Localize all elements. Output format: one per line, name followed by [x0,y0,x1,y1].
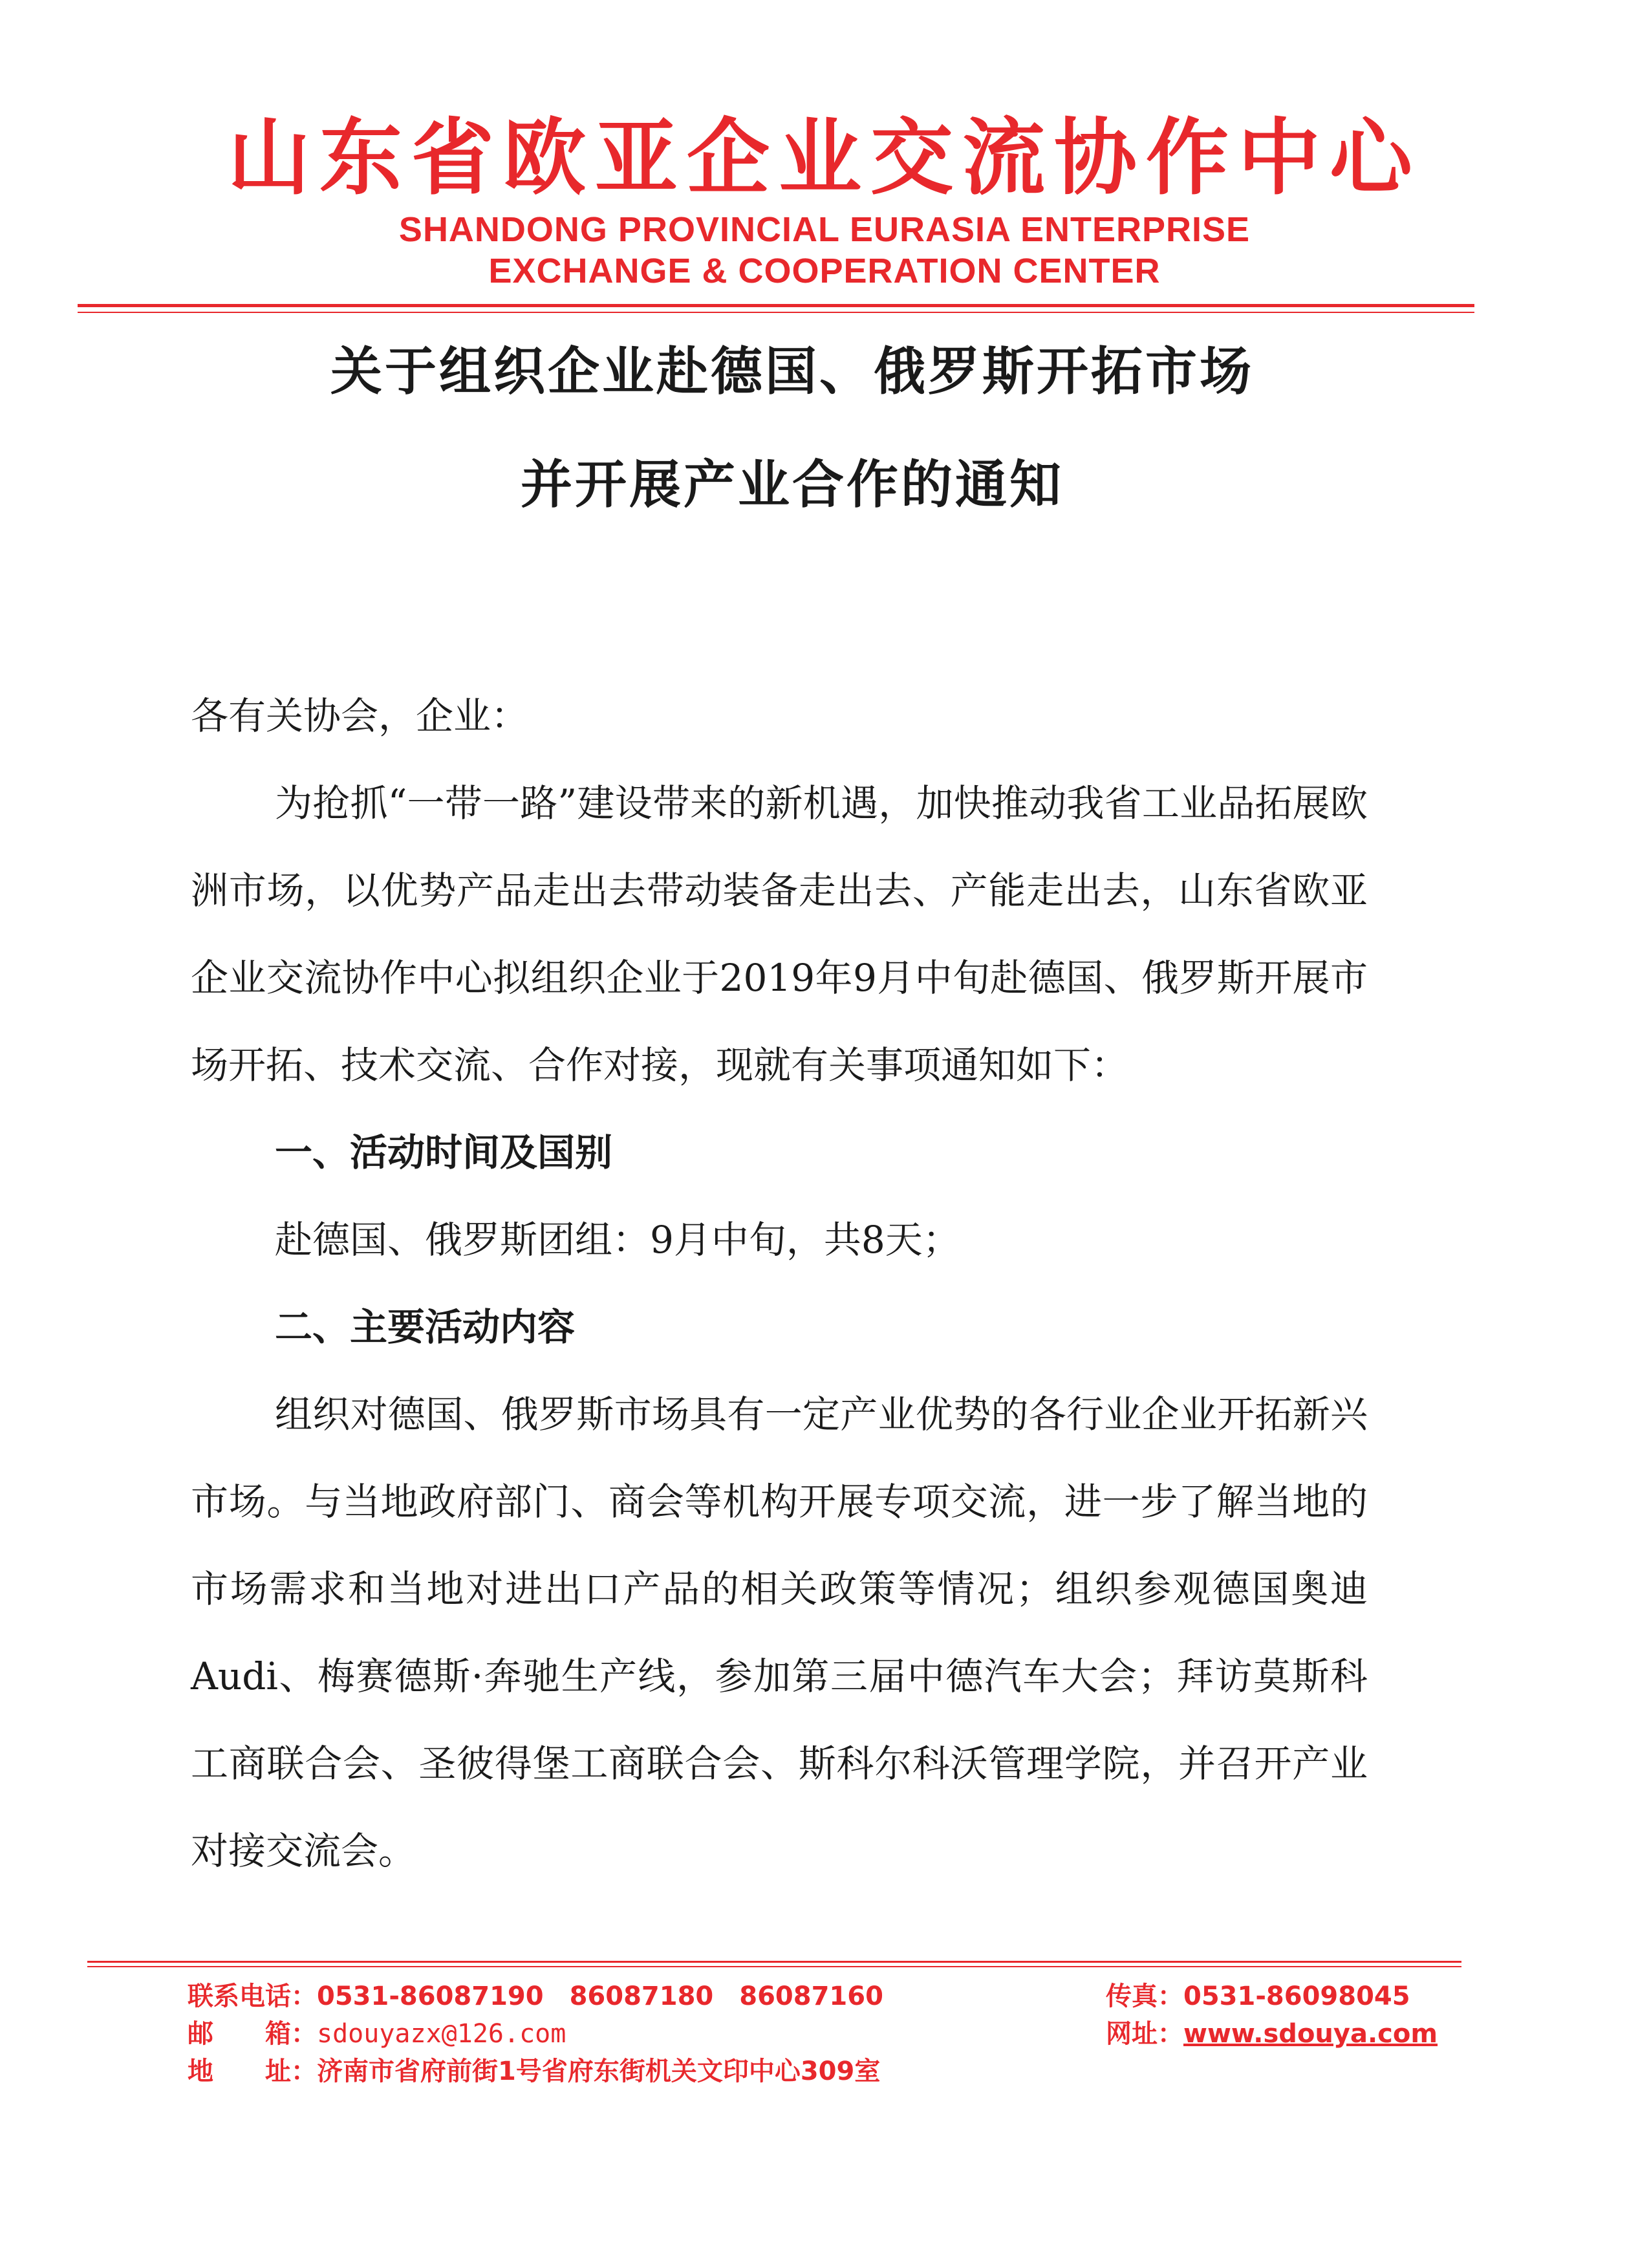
letter-body [191,673,1368,1895]
section1-heading: 一、活动时间及国别 [275,1130,613,1174]
section2-text: 组织对德国、俄罗斯市场具有一定产业优势的各行业企业开拓新兴市场。与当地政府部门、商会等机构开展专项交流，进一步了解当地的市场需求和当地对进出口产品的相关政策等情况；组织参观德国奥迪Audi、梅赛德斯·奔驰生产线，参加第三届中德汽车大会；拜访莫斯科工商联合会、圣彼得堡工商联合会、斯科尔科沃管理学院，并召开产业对接交流会。 [191,1392,1368,1873]
intro-paragraph: 为抢抓“一带一路”建设带来的新机遇，加快推动我省工业品拓展欧洲市场，以优势产品走出去带动装备走出去、产能走出去，山东省欧亚企业交流协作中心拟组织企业于2019年9月中旬赴德国、俄罗斯开展市场开拓、技术交流、合作对接，现就有关事项通知如下： [191,781,1368,1087]
footer-rule-top [87,1961,1461,1963]
fax-value: 0531-86098045 [1183,1982,1410,2011]
salutation: 各有关协会，企业： [191,694,529,738]
letterhead-rule-thick [78,304,1474,307]
website-link[interactable]: www.sdouya.com [1183,2019,1438,2049]
website-label: 网址： [1106,2019,1183,2049]
footer-row-address [188,2053,1449,2090]
document-title-line1: 关于组织企业赴德国、俄罗斯开拓市场 [330,341,1254,402]
document-title-line2: 并开展产业合作的通知 [521,455,1064,515]
letterhead-rule-thin [78,312,1474,313]
organization-name-en-line1: SHANDONG PROVINCIAL EURASIA ENTERPRISE [398,210,1251,249]
footer-row-phone [188,1978,1449,2015]
phone-value: 0531-86087190 86087180 86087160 [317,1982,883,2011]
section1-text: 赴德国、俄罗斯团组：9月中旬，共8天； [275,1218,960,1262]
section2-heading: 二、主要活动内容 [275,1305,576,1349]
organization-name-cn: 山东省欧亚企业交流协作中心 [227,110,1421,206]
letter-footer [188,1978,1449,2090]
organization-name-en-line2: EXCHANGE & COOPERATION CENTER [488,252,1161,290]
fax-label: 传真： [1106,1982,1183,2011]
address-value: 济南市省府前街1号省府东街机关文印中心309室 [317,2057,881,2086]
footer-row-email [188,2015,1449,2053]
email-label: 邮 箱： [188,2019,317,2049]
phone-label: 联系电话： [188,1982,317,2011]
address-label: 地 址： [188,2057,317,2086]
footer-rule-bottom [87,1966,1461,1967]
email-value[interactable]: sdouyazx@126.com [317,2019,566,2049]
